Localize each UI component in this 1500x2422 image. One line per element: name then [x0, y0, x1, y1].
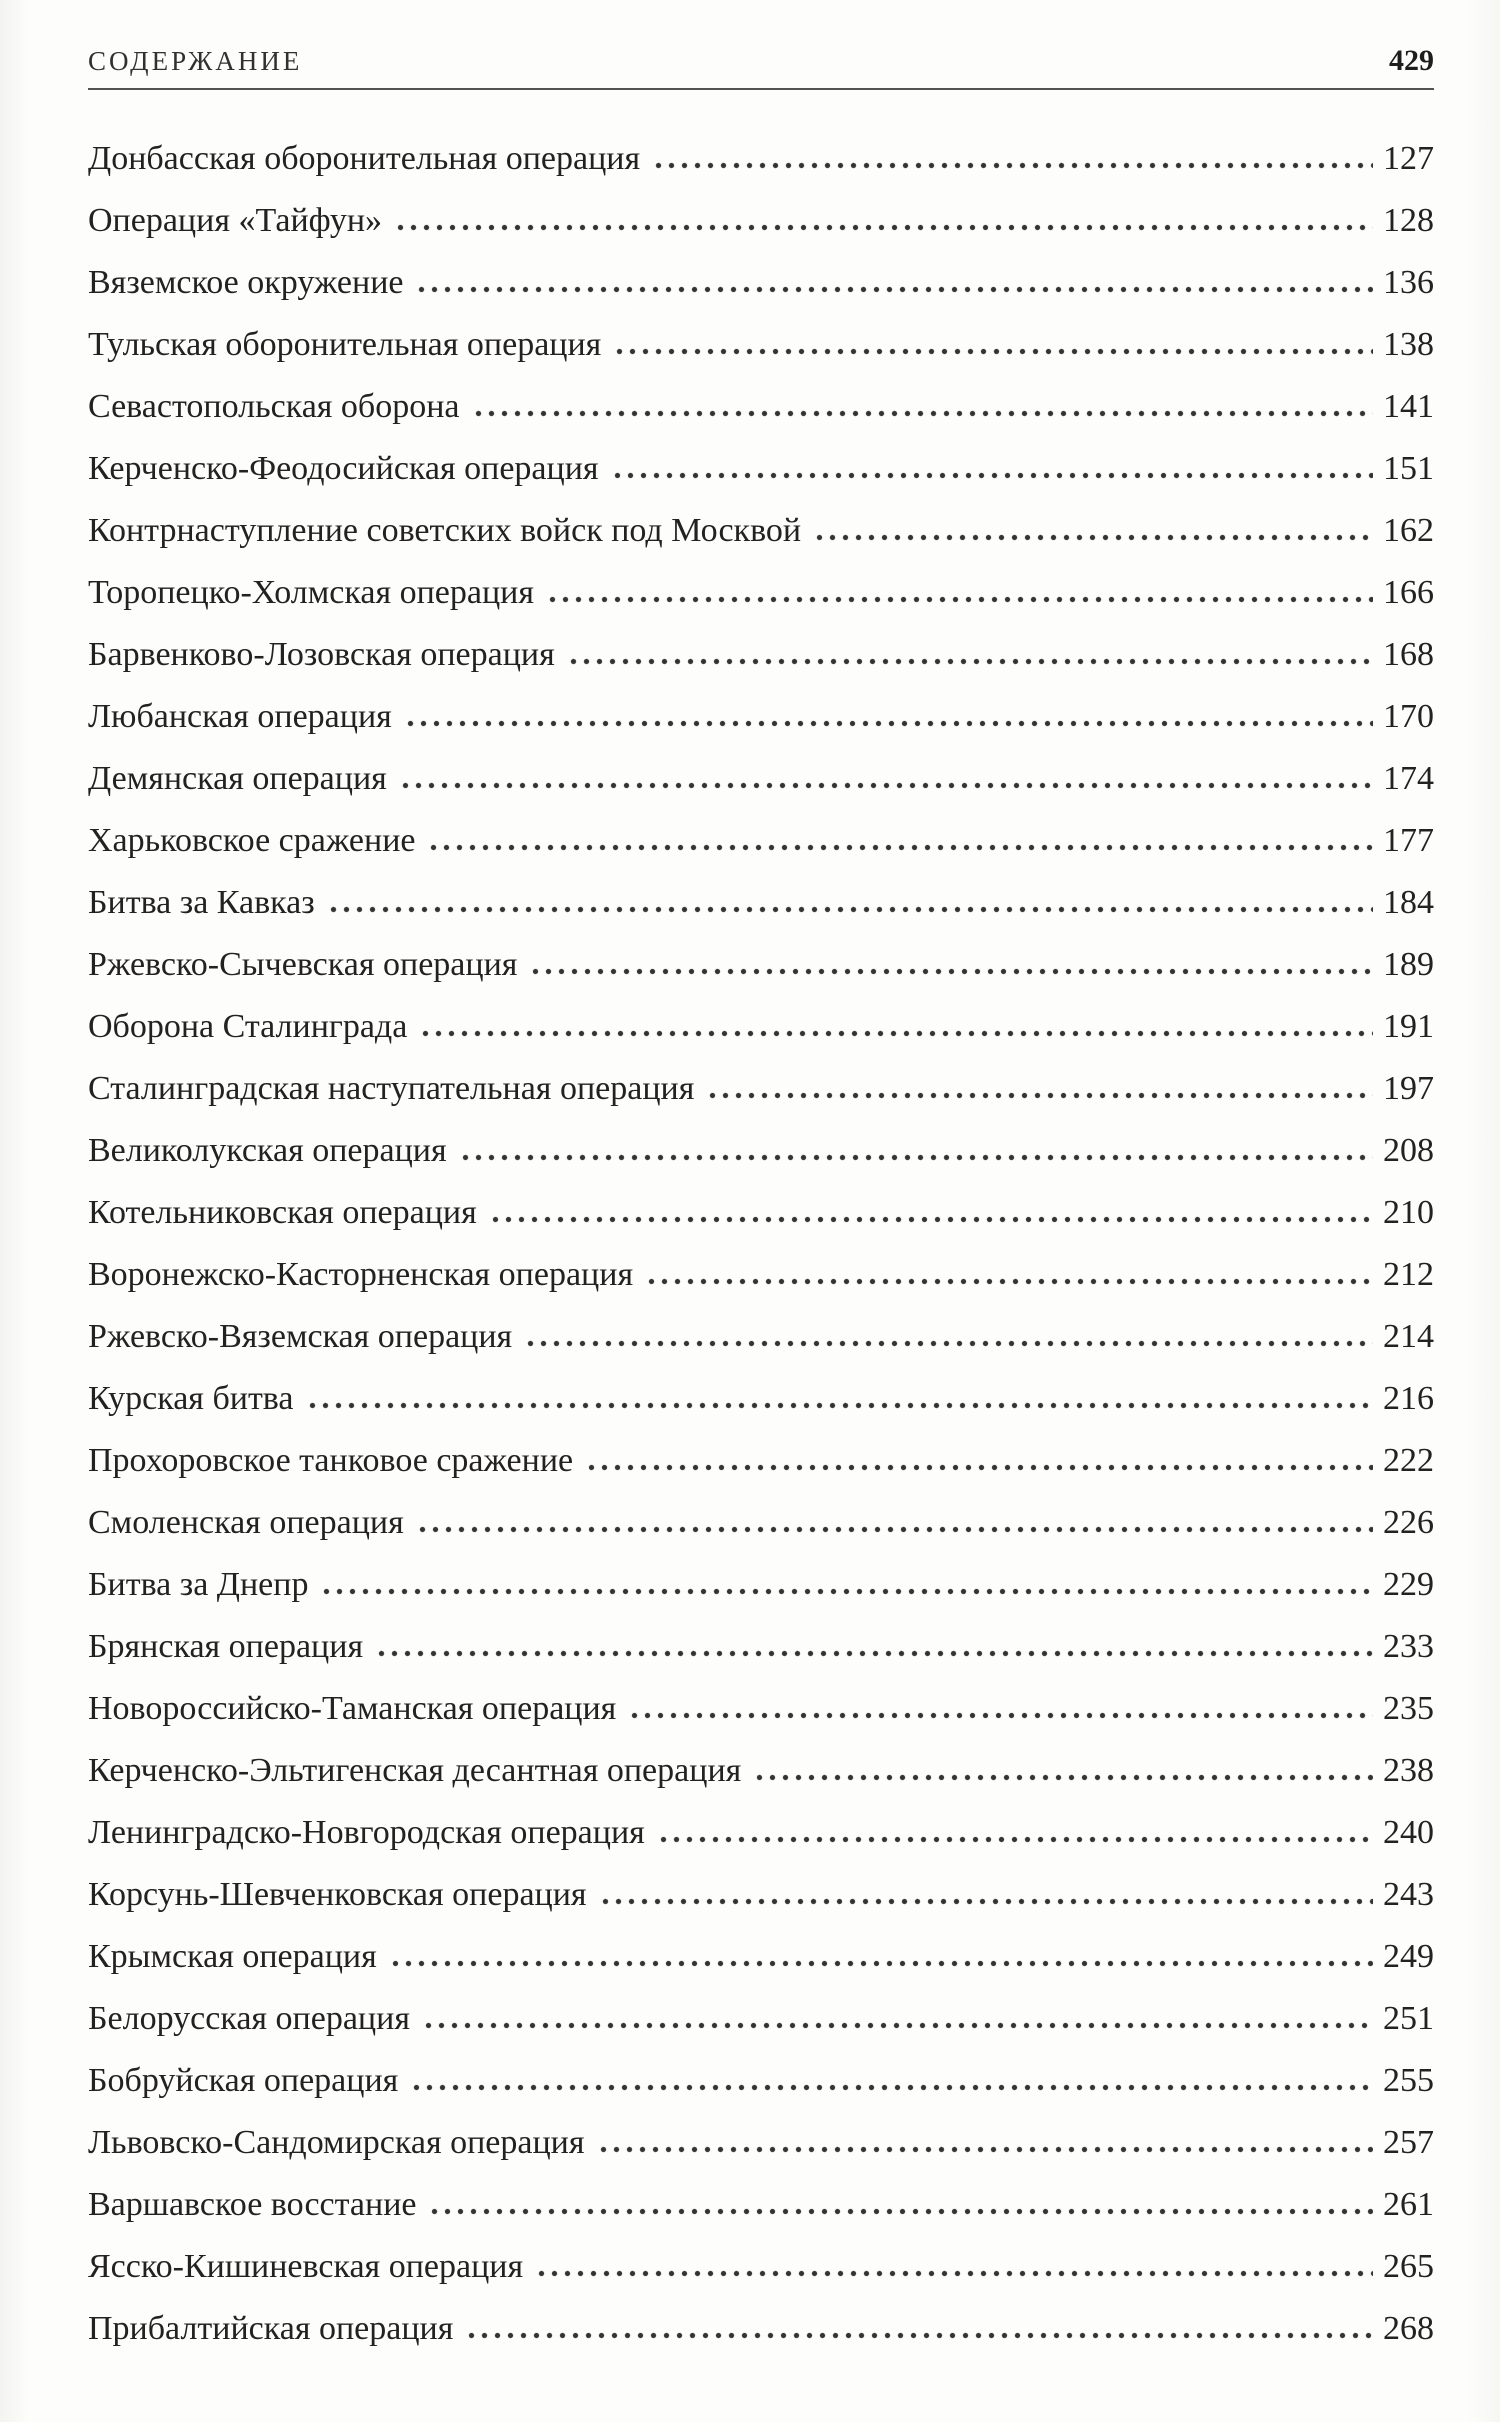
toc-entry — [88, 2236, 1434, 2298]
toc-entry-title: Севастопольская оборона — [88, 388, 460, 425]
dot-leader — [472, 410, 1373, 417]
toc-entry-title: Прибалтийская операция — [88, 2310, 454, 2347]
toc-entry-page: 243 — [1383, 1876, 1434, 1913]
toc-entry — [88, 2050, 1434, 2112]
toc-entry-page: 251 — [1383, 2000, 1434, 2037]
toc-entry — [88, 1678, 1434, 1740]
dot-leader — [813, 534, 1373, 541]
toc-list — [88, 128, 1434, 2360]
toc-entry-title: Донбасская оборонительная операция — [88, 140, 641, 177]
toc-entry-page: 141 — [1383, 388, 1434, 425]
toc-entry-title: Сталинградская наступательная операция — [88, 1070, 695, 1107]
toc-entry — [88, 252, 1434, 314]
toc-entry — [88, 934, 1434, 996]
dot-leader — [597, 2146, 1373, 2153]
toc-entry-page: 168 — [1383, 636, 1434, 673]
toc-entry-title: Прохоровское танковое сражение — [88, 1442, 574, 1479]
toc-entry — [88, 810, 1434, 872]
toc-entry-title: Брянская операция — [88, 1628, 364, 1665]
dot-leader — [645, 1278, 1373, 1285]
toc-entry-title: Крымская операция — [88, 1938, 377, 1975]
toc-entry-page: 174 — [1383, 760, 1434, 797]
toc-entry — [88, 2174, 1434, 2236]
toc-entry-title: Контрнаступление советских войск под Москвой — [88, 512, 802, 549]
dot-leader — [320, 1588, 1373, 1595]
toc-entry — [88, 1306, 1434, 1368]
toc-entry — [88, 190, 1434, 252]
dot-leader — [652, 162, 1373, 169]
toc-entry-title: Ржевско-Сычевская операция — [88, 946, 518, 983]
dot-leader — [416, 1526, 1373, 1533]
dot-leader — [427, 844, 1373, 851]
toc-entry-title: Харьковское сражение — [88, 822, 416, 859]
dot-leader — [546, 596, 1373, 603]
toc-entry — [88, 128, 1434, 190]
dot-leader — [753, 1774, 1373, 1781]
dot-leader — [459, 1154, 1373, 1161]
toc-entry-page: 214 — [1383, 1318, 1434, 1355]
toc-entry-page: 255 — [1383, 2062, 1434, 2099]
toc-entry — [88, 376, 1434, 438]
toc-entry-page: 257 — [1383, 2124, 1434, 2161]
toc-entry — [88, 314, 1434, 376]
toc-entry — [88, 1616, 1434, 1678]
dot-leader — [404, 720, 1373, 727]
dot-leader — [394, 224, 1373, 231]
toc-entry-page: 162 — [1383, 512, 1434, 549]
toc-entry-title: Вяземское окружение — [88, 264, 404, 301]
toc-entry-title: Операция «Тайфун» — [88, 202, 383, 239]
toc-entry-title: Ясско-Кишиневская операция — [88, 2248, 524, 2285]
dot-leader — [585, 1464, 1373, 1471]
dot-leader — [419, 1030, 1373, 1037]
toc-entry — [88, 686, 1434, 748]
toc-entry-page: 240 — [1383, 1814, 1434, 1851]
toc-entry-title: Львовско-Сандомирская операция — [88, 2124, 585, 2161]
dot-leader — [375, 1650, 1373, 1657]
toc-entry-title: Котельниковская операция — [88, 1194, 477, 1231]
page-number: 429 — [1389, 44, 1434, 77]
toc-entry-page: 268 — [1383, 2310, 1434, 2347]
toc-entry-title: Великолукская операция — [88, 1132, 447, 1169]
toc-entry-title: Керченско-Феодосийская операция — [88, 450, 599, 487]
toc-entry — [88, 2298, 1434, 2360]
toc-entry — [88, 1926, 1434, 1988]
contents-heading: СОДЕРЖАНИЕ — [88, 46, 303, 76]
dot-leader — [306, 1402, 1374, 1409]
toc-entry-title: Битва за Днепр — [88, 1566, 309, 1603]
toc-entry-title: Курская битва — [88, 1380, 294, 1417]
dot-leader — [529, 968, 1373, 975]
toc-entry-page: 170 — [1383, 698, 1434, 735]
dot-leader — [524, 1340, 1373, 1347]
toc-entry-page: 166 — [1383, 574, 1434, 611]
dot-leader — [599, 1898, 1373, 1905]
toc-entry-title: Корсунь-Шевченковская операция — [88, 1876, 587, 1913]
toc-entry-page: 226 — [1383, 1504, 1434, 1541]
toc-entry-page: 138 — [1383, 326, 1434, 363]
dot-leader — [567, 658, 1373, 665]
dot-leader — [422, 2022, 1373, 2029]
toc-entry — [88, 1182, 1434, 1244]
toc-entry-page: 222 — [1383, 1442, 1434, 1479]
toc-entry-page: 128 — [1383, 202, 1434, 239]
toc-entry-title: Торопецко-Холмская операция — [88, 574, 534, 611]
toc-entry — [88, 562, 1434, 624]
toc-entry-page: 249 — [1383, 1938, 1434, 1975]
toc-entry — [88, 1740, 1434, 1802]
toc-entry-title: Ленинградско-Новгородская операция — [88, 1814, 645, 1851]
toc-entry — [88, 1802, 1434, 1864]
dot-leader — [535, 2270, 1373, 2277]
dot-leader — [410, 2084, 1373, 2091]
toc-entry-title: Варшавское восстание — [88, 2186, 417, 2223]
toc-entry-page: 127 — [1383, 140, 1434, 177]
toc-entry — [88, 1988, 1434, 2050]
toc-entry-title: Барвенково-Лозовская операция — [88, 636, 555, 673]
dot-leader — [706, 1092, 1373, 1099]
toc-entry — [88, 500, 1434, 562]
toc-entry-title: Битва за Кавказ — [88, 884, 315, 921]
dot-leader — [399, 782, 1373, 789]
toc-entry — [88, 1120, 1434, 1182]
toc-entry — [88, 1244, 1434, 1306]
dot-leader — [613, 348, 1373, 355]
toc-entry — [88, 1492, 1434, 1554]
dot-leader — [428, 2208, 1373, 2215]
toc-entry-page: 210 — [1383, 1194, 1434, 1231]
toc-entry-page: 235 — [1383, 1690, 1434, 1727]
toc-entry-title: Керченско-Эльтигенская десантная операция — [88, 1752, 742, 1789]
toc-entry-title: Тульская оборонительная операция — [88, 326, 602, 363]
toc-entry — [88, 1058, 1434, 1120]
page-header — [88, 44, 1434, 90]
toc-entry-page: 233 — [1383, 1628, 1434, 1665]
toc-entry — [88, 2112, 1434, 2174]
toc-entry-title: Бобруйская операция — [88, 2062, 399, 2099]
toc-entry-title: Оборона Сталинграда — [88, 1008, 408, 1045]
toc-entry — [88, 996, 1434, 1058]
toc-entry — [88, 1368, 1434, 1430]
toc-entry-page: 191 — [1383, 1008, 1434, 1045]
dot-leader — [389, 1960, 1373, 1967]
toc-entry-title: Новороссийско-Таманская операция — [88, 1690, 617, 1727]
toc-entry-title: Ржевско-Вяземская операция — [88, 1318, 513, 1355]
toc-entry — [88, 1864, 1434, 1926]
toc-entry — [88, 438, 1434, 500]
toc-entry — [88, 748, 1434, 810]
toc-entry — [88, 1430, 1434, 1492]
dot-leader — [489, 1216, 1373, 1223]
toc-entry-title: Любанская операция — [88, 698, 392, 735]
toc-entry-page: 238 — [1383, 1752, 1434, 1789]
dot-leader — [628, 1712, 1373, 1719]
dot-leader — [327, 906, 1373, 913]
toc-entry-page: 261 — [1383, 2186, 1434, 2223]
toc-entry-page: 265 — [1383, 2248, 1434, 2285]
toc-entry — [88, 624, 1434, 686]
dot-leader — [415, 286, 1373, 293]
toc-entry — [88, 872, 1434, 934]
toc-entry-page: 216 — [1383, 1380, 1434, 1417]
toc-entry-page: 136 — [1383, 264, 1434, 301]
toc-entry-title: Белорусская операция — [88, 2000, 410, 2037]
toc-entry-page: 212 — [1383, 1256, 1434, 1293]
toc-entry-page: 177 — [1383, 822, 1434, 859]
toc-entry-title: Воронежско-Касторненская операция — [88, 1256, 634, 1293]
toc-entry-page: 208 — [1383, 1132, 1434, 1169]
toc-entry-page: 189 — [1383, 946, 1434, 983]
toc-entry-page: 151 — [1383, 450, 1434, 487]
toc-entry-title: Демянская операция — [88, 760, 387, 797]
toc-entry-page: 229 — [1383, 1566, 1434, 1603]
dot-leader — [657, 1836, 1373, 1843]
toc-entry-title: Смоленская операция — [88, 1504, 404, 1541]
toc-entry — [88, 1554, 1434, 1616]
dot-leader — [465, 2332, 1373, 2339]
toc-entry-page: 197 — [1383, 1070, 1434, 1107]
dot-leader — [611, 472, 1373, 479]
toc-entry-page: 184 — [1383, 884, 1434, 921]
